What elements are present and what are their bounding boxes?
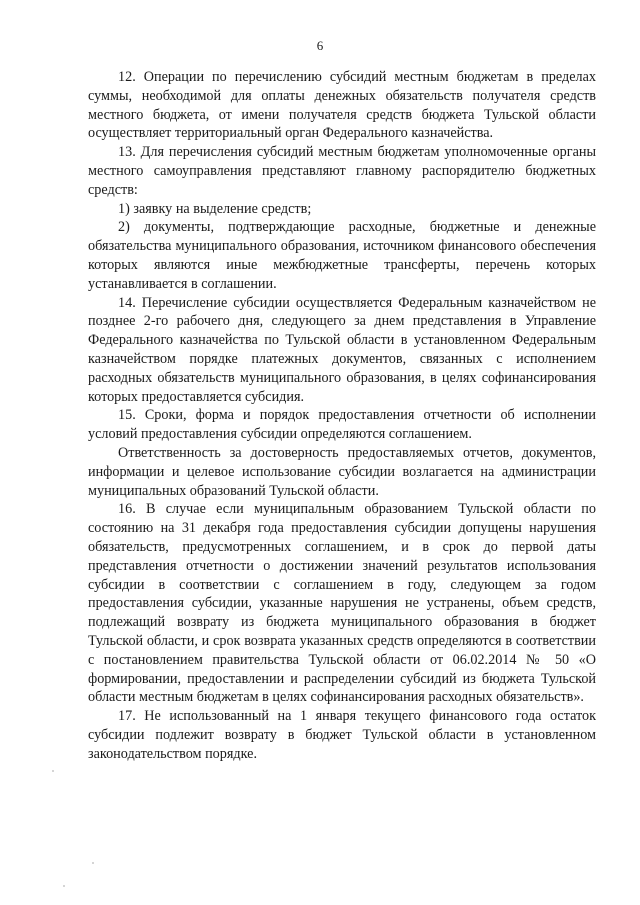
document-body — [88, 68, 596, 763]
paragraph-16: 16. В случае если муниципальным образованием Тульской области по состоянию на 31 декабря года предоставления субсидии допущены нарушения обязательств, предусмотренных соглашением, и в срок до первой даты представления отчетности о достижении значений результатов использования субсидии в соответствии с соглашением в году, следующем за годом предоставления субсидии, указанные нарушения не устранены, объем средств, подлежащий возврату из бюджета муниципального образования в бюджет Тульской области, и срок возврата указанных средств определяются в соответствии с постановлением правительства Тульской области от 06.02.2014 № 50 «О формировании, предоставлении и распределении субсидий из бюджета Тульской области местным бюджетам в целях софинансирования расходных обязательств». — [88, 501, 596, 706]
paragraph-12: 12. Операции по перечислению субсидий местным бюджетам в пределах суммы, необходимой для оплаты денежных обязательств получателя средств местного бюджета, от имени получателя средств бюджета Тульской области осуществляет территориальный орган Федерального казначейства. — [88, 69, 596, 142]
paragraph-13-item-2: 2) документы, подтверждающие расходные, бюджетные и денежные обязательства муниципального образования, источником финансового обеспечения которых являются иные межбюджетные трансферты, перечень которых устанавливается в соглашении. — [88, 219, 596, 292]
paragraph-13: 13. Для перечисления субсидий местным бюджетам уполномоченные органы местного самоуправления представляют главному распорядителю бюджетных средств: — [88, 144, 596, 198]
paragraph-15-responsibility: Ответственность за достоверность предоставляемых отчетов, документов, информации и целевое использование субсидии возлагается на администрации муниципальных образований Тульской области. — [88, 444, 596, 499]
scan-speck — [92, 862, 94, 864]
paragraph-14: 14. Перечисление субсидии осуществляется Федеральным казначейством не позднее 2-го рабочего дня, следующего за днем представления в Управление Федерального казначейства по Тульской области в установленном Федеральным казначейством порядке платежных документов, связанных с исполнением расходных обязательств муниципального образования, в целях софинансирования которых предоставляется субсидия. — [88, 294, 596, 405]
paragraph-15: 15. Сроки, форма и порядок предоставления отчетности об исполнении условий предоставления субсидии определяются соглашением. — [88, 407, 596, 443]
scan-speck — [52, 770, 54, 772]
scan-speck — [63, 885, 65, 887]
paragraph-13-item-1: 1) заявку на выделение средств; — [118, 200, 312, 217]
paragraph-17: 17. Не использованный на 1 января текущего финансового года остаток субсидии подлежит возврату в бюджет Тульской области в установленном законодательством порядке. — [88, 708, 596, 762]
page-number: 6 — [316, 38, 324, 53]
